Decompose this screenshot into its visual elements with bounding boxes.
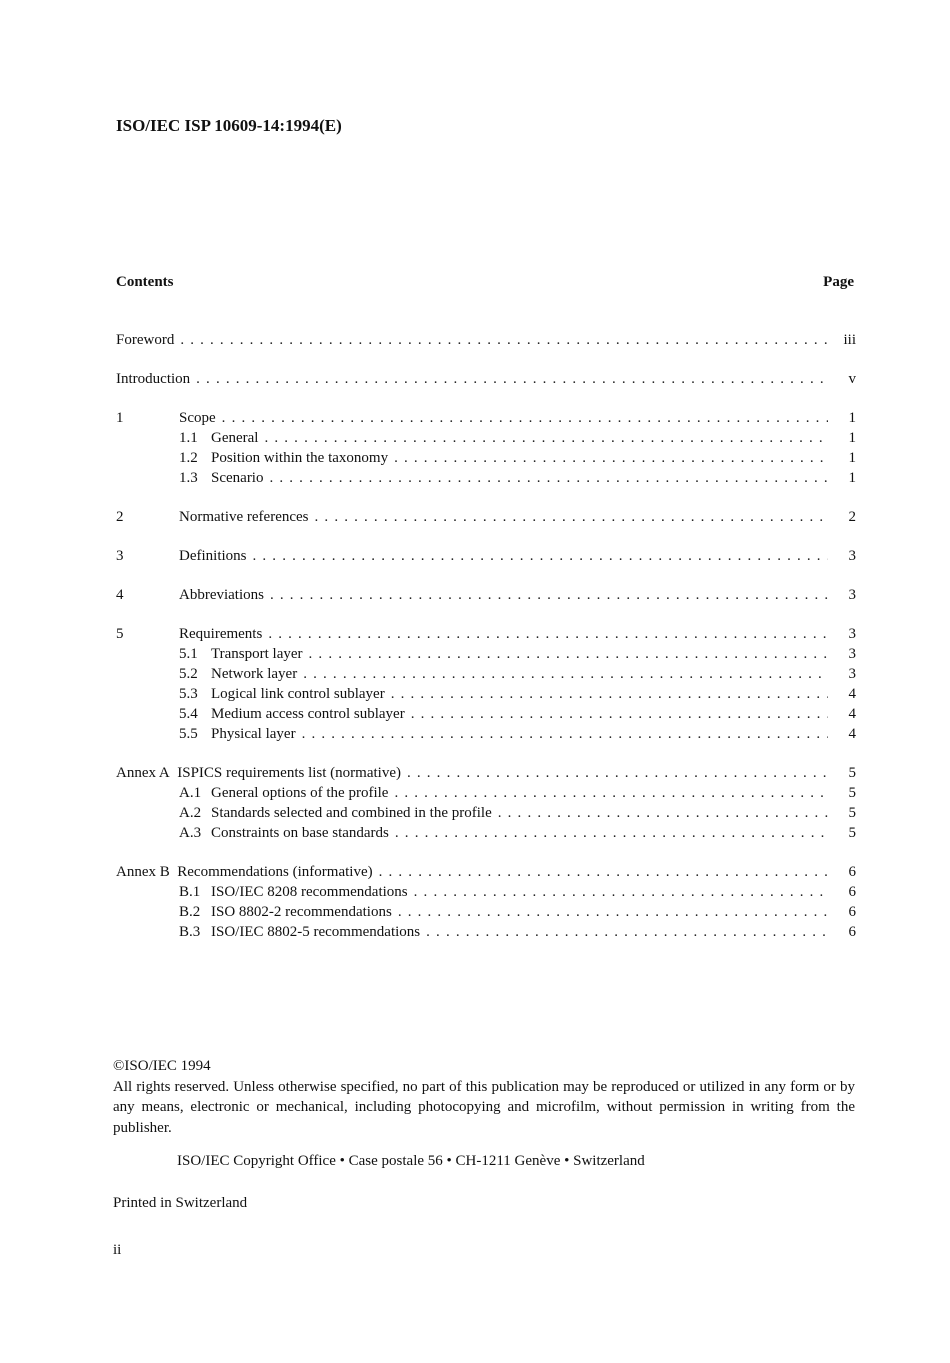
dot-leader bbox=[309, 644, 828, 664]
document-identifier: ISO/IEC ISP 10609-14:1994(E) bbox=[116, 116, 342, 135]
toc-number: 5.1 bbox=[179, 646, 198, 662]
toc-entry-b-1[interactable] bbox=[116, 882, 856, 902]
toc-number: 5.5 bbox=[179, 726, 198, 742]
toc-page: 3 bbox=[848, 626, 856, 642]
toc-page: 1 bbox=[848, 410, 856, 426]
toc-number: 4 bbox=[116, 587, 124, 603]
toc-entry-5-1[interactable] bbox=[116, 644, 856, 664]
toc-title: ISO/IEC 8802-5 recommendations bbox=[211, 924, 421, 940]
dot-leader bbox=[253, 546, 829, 566]
toc-page: 4 bbox=[848, 686, 856, 702]
toc-number: B.2 bbox=[179, 904, 201, 920]
toc-title: ISO/IEC 8208 recommendations bbox=[211, 884, 408, 900]
toc-number: 1.3 bbox=[179, 470, 198, 486]
table-of-contents bbox=[116, 330, 856, 942]
toc-page: 5 bbox=[848, 785, 856, 801]
toc-number: 5.2 bbox=[179, 666, 198, 682]
rights-notice: All rights reserved. Unless otherwise specified, no part of this publication may be reproduced or utilized in any form or by any means, electronic or mechanical, including photocopying and microfilm, without permission in writing from the publisher. bbox=[113, 1078, 855, 1136]
copyright-line: ©ISO/IEC 1994 bbox=[113, 1058, 211, 1074]
toc-entry-introduction[interactable] bbox=[116, 369, 856, 389]
dot-leader bbox=[498, 803, 828, 823]
toc-title: Standards selected and combined in the profile bbox=[211, 805, 492, 821]
toc-title: Constraints on base standards bbox=[211, 825, 389, 841]
dot-leader bbox=[196, 369, 828, 389]
toc-entry-clause-3[interactable] bbox=[116, 546, 856, 566]
toc-title: General bbox=[211, 430, 259, 446]
dot-leader bbox=[394, 783, 828, 803]
toc-number: 1.2 bbox=[179, 450, 198, 466]
toc-title: Foreword bbox=[116, 332, 175, 348]
toc-entry-1-3[interactable] bbox=[116, 468, 856, 488]
dot-leader bbox=[411, 704, 828, 724]
toc-page: 5 bbox=[848, 765, 856, 781]
toc-title: Definitions bbox=[179, 548, 247, 564]
toc-page: v bbox=[848, 371, 856, 387]
toc-entry-b-2[interactable] bbox=[116, 902, 856, 922]
annex-label: Annex B bbox=[116, 864, 170, 880]
toc-number: 2 bbox=[116, 509, 124, 525]
toc-title: Position within the taxonomy bbox=[211, 450, 389, 466]
toc-page: 1 bbox=[848, 450, 856, 466]
printed-in: Printed in Switzerland bbox=[113, 1195, 248, 1211]
toc-number: 5.4 bbox=[179, 706, 198, 722]
toc-entry-clause-5[interactable] bbox=[116, 624, 856, 644]
toc-title: Medium access control sublayer bbox=[211, 706, 405, 722]
toc-page: 5 bbox=[848, 825, 856, 841]
toc-page: 3 bbox=[848, 646, 856, 662]
toc-number: 3 bbox=[116, 548, 124, 564]
page-number: ii bbox=[113, 1242, 122, 1258]
dot-leader bbox=[180, 330, 828, 350]
dot-leader bbox=[303, 664, 828, 684]
dot-leader bbox=[407, 763, 828, 783]
toc-entry-a-3[interactable] bbox=[116, 823, 856, 843]
toc-page: 2 bbox=[848, 509, 856, 525]
toc-page: 1 bbox=[848, 430, 856, 446]
toc-number: 5 bbox=[116, 626, 124, 642]
toc-entry-a-1[interactable] bbox=[116, 783, 856, 803]
annex-label: Annex A bbox=[116, 765, 170, 781]
toc-number: A.2 bbox=[179, 805, 202, 821]
page-column-label: Page bbox=[823, 274, 854, 290]
dot-leader bbox=[302, 724, 828, 744]
toc-page: 4 bbox=[848, 726, 856, 742]
toc-entry-b-3[interactable] bbox=[116, 922, 856, 942]
toc-page: iii bbox=[843, 332, 856, 348]
toc-title: Logical link control sublayer bbox=[211, 686, 385, 702]
toc-entry-clause-1[interactable] bbox=[116, 408, 856, 428]
dot-leader bbox=[398, 902, 828, 922]
dot-leader bbox=[270, 585, 828, 605]
dot-leader bbox=[426, 922, 828, 942]
toc-entry-annex-a[interactable] bbox=[116, 763, 856, 783]
toc-entry-foreword[interactable] bbox=[116, 330, 856, 350]
toc-title: Normative references bbox=[179, 509, 309, 525]
toc-entry-clause-4[interactable] bbox=[116, 585, 856, 605]
toc-entry-5-3[interactable] bbox=[116, 684, 856, 704]
toc-page: 4 bbox=[848, 706, 856, 722]
toc-entry-1-1[interactable] bbox=[116, 428, 856, 448]
copyright-block bbox=[113, 1056, 855, 1138]
toc-entry-5-4[interactable] bbox=[116, 704, 856, 724]
dot-leader bbox=[379, 862, 828, 882]
toc-number: 1 bbox=[116, 410, 124, 426]
toc-number: B.3 bbox=[179, 924, 201, 940]
toc-page: 5 bbox=[848, 805, 856, 821]
toc-title: General options of the profile bbox=[211, 785, 389, 801]
toc-page: 3 bbox=[848, 666, 856, 682]
contents-header bbox=[116, 274, 854, 294]
toc-entry-annex-b[interactable] bbox=[116, 862, 856, 882]
toc-title: Abbreviations bbox=[179, 587, 264, 603]
toc-entry-5-2[interactable] bbox=[116, 664, 856, 684]
toc-page: 6 bbox=[848, 924, 856, 940]
toc-title: Scope bbox=[179, 410, 216, 426]
contents-label: Contents bbox=[116, 274, 174, 290]
dot-leader bbox=[269, 468, 828, 488]
toc-page: 6 bbox=[848, 884, 856, 900]
toc-number: A.3 bbox=[179, 825, 202, 841]
toc-page: 6 bbox=[848, 864, 856, 880]
dot-leader bbox=[222, 408, 828, 428]
dot-leader bbox=[391, 684, 828, 704]
copyright-office-address: ISO/IEC Copyright Office • Case postale 56 • CH-1211 Genève • Switzerland bbox=[177, 1153, 645, 1169]
toc-entry-a-2[interactable] bbox=[116, 803, 856, 823]
dot-leader bbox=[315, 507, 828, 527]
toc-title: Introduction bbox=[116, 371, 191, 387]
toc-page: 3 bbox=[848, 587, 856, 603]
dot-leader bbox=[414, 882, 828, 902]
toc-page: 6 bbox=[848, 904, 856, 920]
toc-title: Requirements bbox=[179, 626, 263, 642]
toc-number: 5.3 bbox=[179, 686, 198, 702]
dot-leader bbox=[268, 624, 828, 644]
dot-leader bbox=[394, 448, 828, 468]
toc-entry-5-5[interactable] bbox=[116, 724, 856, 744]
toc-title: ISO 8802-2 recommendations bbox=[211, 904, 392, 920]
toc-entry-clause-2[interactable] bbox=[116, 507, 856, 527]
toc-title: ISPICS requirements list (normative) bbox=[177, 765, 401, 781]
toc-page: 3 bbox=[848, 548, 856, 564]
toc-title: Physical layer bbox=[211, 726, 296, 742]
toc-number: B.1 bbox=[179, 884, 201, 900]
toc-title: Recommendations (informative) bbox=[177, 864, 373, 880]
toc-page: 1 bbox=[848, 470, 856, 486]
toc-title: Scenario bbox=[211, 470, 264, 486]
dot-leader bbox=[395, 823, 828, 843]
toc-title: Transport layer bbox=[211, 646, 303, 662]
toc-number: 1.1 bbox=[179, 430, 198, 446]
toc-number: A.1 bbox=[179, 785, 202, 801]
toc-title: Network layer bbox=[211, 666, 298, 682]
toc-entry-1-2[interactable] bbox=[116, 448, 856, 468]
dot-leader bbox=[264, 428, 828, 448]
